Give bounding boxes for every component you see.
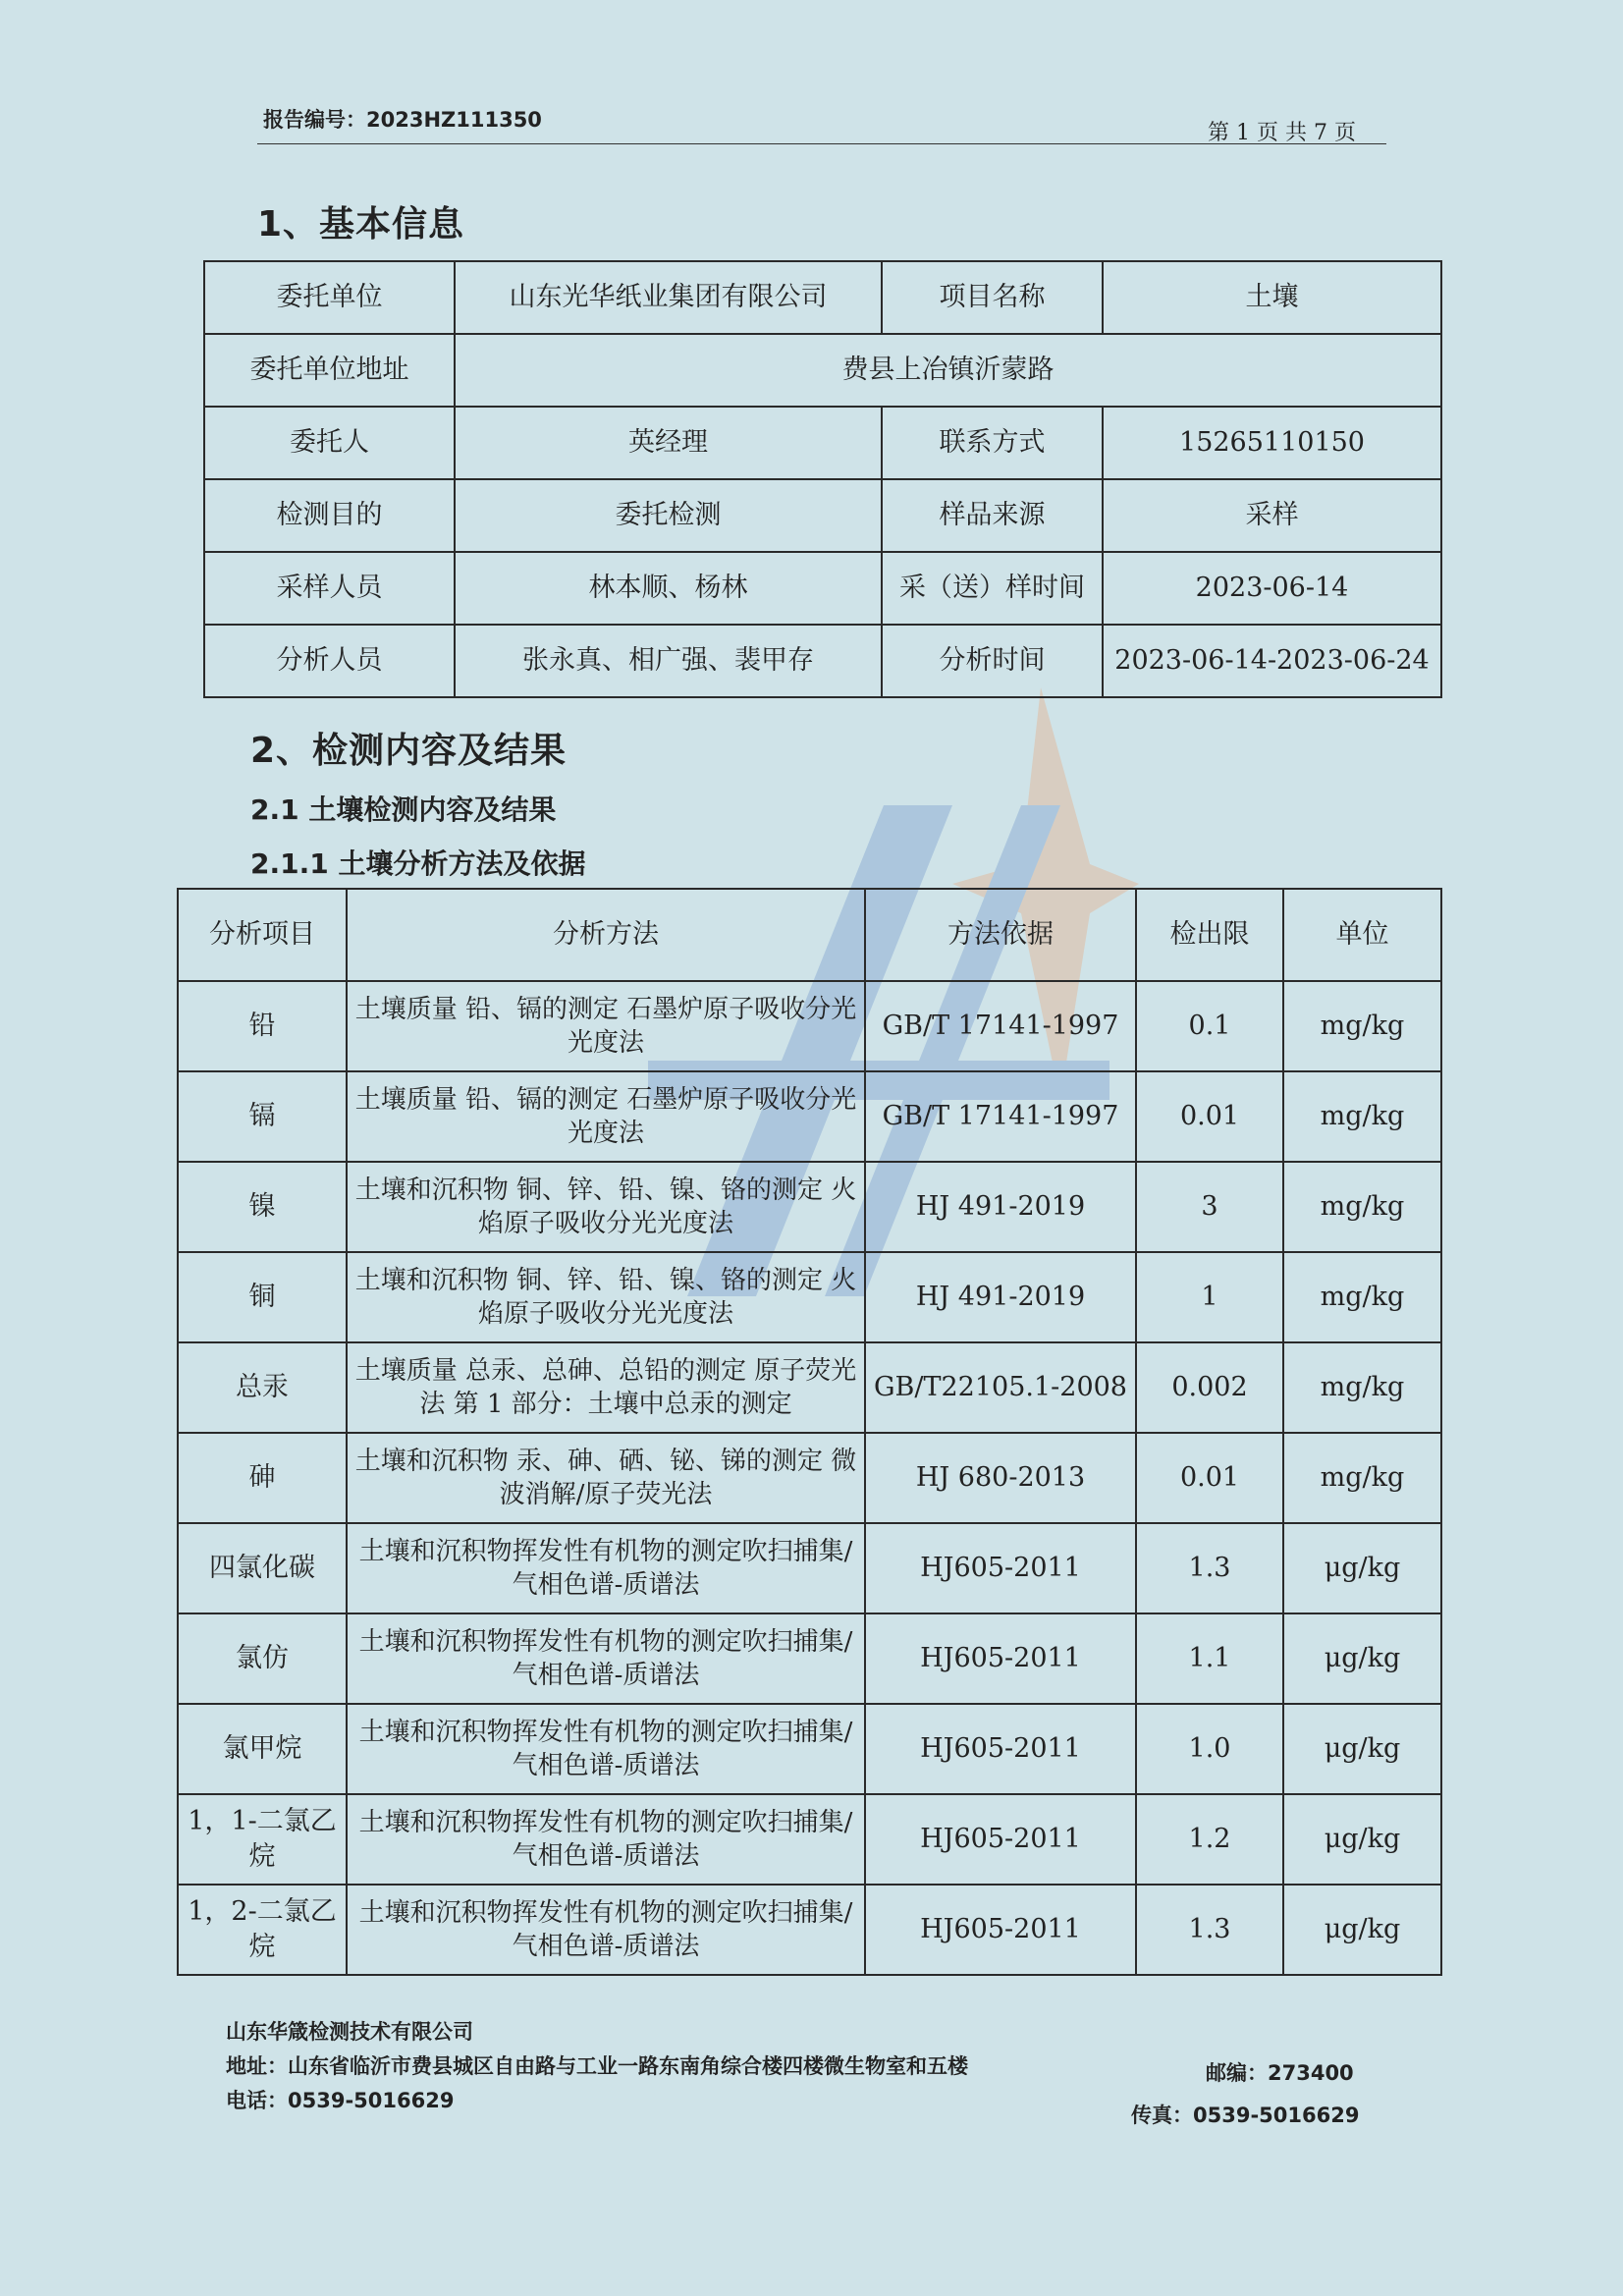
cell-item: 氯甲烷 [178, 1704, 347, 1794]
value-samplers: 林本顺、杨林 [455, 552, 882, 625]
table-row [178, 1252, 1441, 1342]
col-header-limit: 检出限 [1136, 889, 1283, 981]
cell-limit: 1.3 [1136, 1885, 1283, 1975]
label-phone: 联系方式 [882, 407, 1103, 479]
label-project: 项目名称 [882, 261, 1103, 334]
table-row [178, 1794, 1441, 1885]
cell-basis: HJ605-2011 [865, 1885, 1136, 1975]
cell-limit: 1.0 [1136, 1704, 1283, 1794]
table-row [178, 1885, 1441, 1975]
cell-basis: HJ 491-2019 [865, 1252, 1136, 1342]
col-header-unit: 单位 [1283, 889, 1441, 981]
label-analysis-time: 分析时间 [882, 625, 1103, 697]
col-header-method: 分析方法 [347, 889, 865, 981]
value-sample-source: 采样 [1103, 479, 1441, 552]
cell-basis: HJ 680-2013 [865, 1433, 1136, 1523]
cell-limit: 0.002 [1136, 1342, 1283, 1433]
footer-postcode: 邮编：273400 [1206, 2061, 1354, 2085]
cell-limit: 1.1 [1136, 1613, 1283, 1704]
value-purpose: 委托检测 [455, 479, 882, 552]
cell-basis: HJ 491-2019 [865, 1162, 1136, 1252]
cell-method: 土壤质量 铅、镉的测定 石墨炉原子吸收分光光度法 [347, 1071, 865, 1162]
cell-unit: mg/kg [1283, 981, 1441, 1071]
cell-item: 1，1-二氯乙烷 [178, 1794, 347, 1885]
label-client: 委托单位 [204, 261, 455, 334]
value-contact-person: 英经理 [455, 407, 882, 479]
table-row [178, 981, 1441, 1071]
value-analysts: 张永真、相广强、裴甲存 [455, 625, 882, 697]
value-client: 山东光华纸业集团有限公司 [455, 261, 882, 334]
footer-address: 地址：山东省临沂市费县城区自由路与工业一路东南角综合楼四楼微生物室和五楼 [226, 2054, 968, 2078]
table-row [204, 261, 1441, 334]
cell-unit: mg/kg [1283, 1252, 1441, 1342]
table-row [204, 552, 1441, 625]
cell-item: 1，2-二氯乙烷 [178, 1885, 347, 1975]
label-purpose: 检测目的 [204, 479, 455, 552]
cell-basis: HJ605-2011 [865, 1613, 1136, 1704]
table-row [204, 479, 1441, 552]
table-row [178, 1704, 1441, 1794]
footer-fax: 传真：0539-5016629 [1131, 2104, 1360, 2127]
cell-limit: 0.01 [1136, 1433, 1283, 1523]
cell-item: 总汞 [178, 1342, 347, 1433]
cell-basis: GB/T 17141-1997 [865, 981, 1136, 1071]
cell-item: 镉 [178, 1071, 347, 1162]
cell-item: 铜 [178, 1252, 347, 1342]
report-number: 报告编号：2023HZ111350 [263, 108, 542, 132]
label-analysts: 分析人员 [204, 625, 455, 697]
cell-method: 土壤和沉积物挥发性有机物的测定吹扫捕集/气相色谱-质谱法 [347, 1613, 865, 1704]
cell-limit: 0.01 [1136, 1071, 1283, 1162]
cell-limit: 0.1 [1136, 981, 1283, 1071]
cell-unit: mg/kg [1283, 1071, 1441, 1162]
cell-unit: μg/kg [1283, 1704, 1441, 1794]
cell-item: 四氯化碳 [178, 1523, 347, 1613]
cell-item: 氯仿 [178, 1613, 347, 1704]
cell-unit: mg/kg [1283, 1342, 1441, 1433]
cell-item: 镍 [178, 1162, 347, 1252]
col-header-basis: 方法依据 [865, 889, 1136, 981]
table-row [204, 625, 1441, 697]
cell-limit: 1 [1136, 1252, 1283, 1342]
label-sample-source: 样品来源 [882, 479, 1103, 552]
subsection-soil-title: 2.1 土壤检测内容及结果 [250, 793, 557, 826]
table-row [204, 334, 1441, 407]
cell-unit: μg/kg [1283, 1523, 1441, 1613]
table-row [178, 1342, 1441, 1433]
value-project: 土壤 [1103, 261, 1441, 334]
basic-info-table [203, 260, 1442, 698]
table-row [178, 1071, 1441, 1162]
footer-phone: 电话：0539-5016629 [226, 2089, 455, 2112]
cell-limit: 1.3 [1136, 1523, 1283, 1613]
table-row [204, 407, 1441, 479]
cell-method: 土壤和沉积物挥发性有机物的测定吹扫捕集/气相色谱-质谱法 [347, 1794, 865, 1885]
cell-unit: μg/kg [1283, 1794, 1441, 1885]
label-samplers: 采样人员 [204, 552, 455, 625]
cell-limit: 3 [1136, 1162, 1283, 1252]
section-basic-info-title: 1、基本信息 [257, 204, 465, 245]
value-client-address: 费县上冶镇沂蒙路 [455, 334, 1441, 407]
label-sampling-time: 采（送）样时间 [882, 552, 1103, 625]
section-results-title: 2、检测内容及结果 [250, 731, 568, 771]
table-row [178, 1162, 1441, 1252]
value-phone: 15265110150 [1103, 407, 1441, 479]
value-sampling-time: 2023-06-14 [1103, 552, 1441, 625]
header-divider [257, 143, 1386, 144]
cell-unit: μg/kg [1283, 1613, 1441, 1704]
label-contact-person: 委托人 [204, 407, 455, 479]
cell-method: 土壤和沉积物 铜、锌、铅、镍、铬的测定 火焰原子吸收分光光度法 [347, 1252, 865, 1342]
cell-method: 土壤和沉积物挥发性有机物的测定吹扫捕集/气相色谱-质谱法 [347, 1704, 865, 1794]
table-row [178, 1433, 1441, 1523]
cell-method: 土壤和沉积物挥发性有机物的测定吹扫捕集/气相色谱-质谱法 [347, 1523, 865, 1613]
cell-basis: GB/T22105.1-2008 [865, 1342, 1136, 1433]
label-client-address: 委托单位地址 [204, 334, 455, 407]
cell-method: 土壤质量 总汞、总砷、总铅的测定 原子荧光法 第 1 部分：土壤中总汞的测定 [347, 1342, 865, 1433]
cell-method: 土壤和沉积物 铜、锌、铅、镍、铬的测定 火焰原子吸收分光光度法 [347, 1162, 865, 1252]
cell-unit: mg/kg [1283, 1162, 1441, 1252]
cell-basis: HJ605-2011 [865, 1704, 1136, 1794]
footer-company: 山东华箴检测技术有限公司 [226, 2020, 473, 2044]
cell-unit: mg/kg [1283, 1433, 1441, 1523]
table-row [178, 1613, 1441, 1704]
cell-item: 铅 [178, 981, 347, 1071]
cell-method: 土壤和沉积物 汞、砷、硒、铋、锑的测定 微波消解/原子荧光法 [347, 1433, 865, 1523]
page-indicator: 第 1 页 共 7 页 [1208, 121, 1356, 145]
cell-method: 土壤质量 铅、镉的测定 石墨炉原子吸收分光光度法 [347, 981, 865, 1071]
table-row [178, 1523, 1441, 1613]
cell-unit: μg/kg [1283, 1885, 1441, 1975]
table-header-row [178, 889, 1441, 981]
cell-basis: HJ605-2011 [865, 1794, 1136, 1885]
cell-limit: 1.2 [1136, 1794, 1283, 1885]
value-analysis-time: 2023-06-14-2023-06-24 [1103, 625, 1441, 697]
col-header-item: 分析项目 [178, 889, 347, 981]
methods-table [177, 888, 1442, 1976]
cell-basis: GB/T 17141-1997 [865, 1071, 1136, 1162]
cell-item: 砷 [178, 1433, 347, 1523]
cell-basis: HJ605-2011 [865, 1523, 1136, 1613]
cell-method: 土壤和沉积物挥发性有机物的测定吹扫捕集/气相色谱-质谱法 [347, 1885, 865, 1975]
subsection-methods-title: 2.1.1 土壤分析方法及依据 [250, 847, 586, 880]
